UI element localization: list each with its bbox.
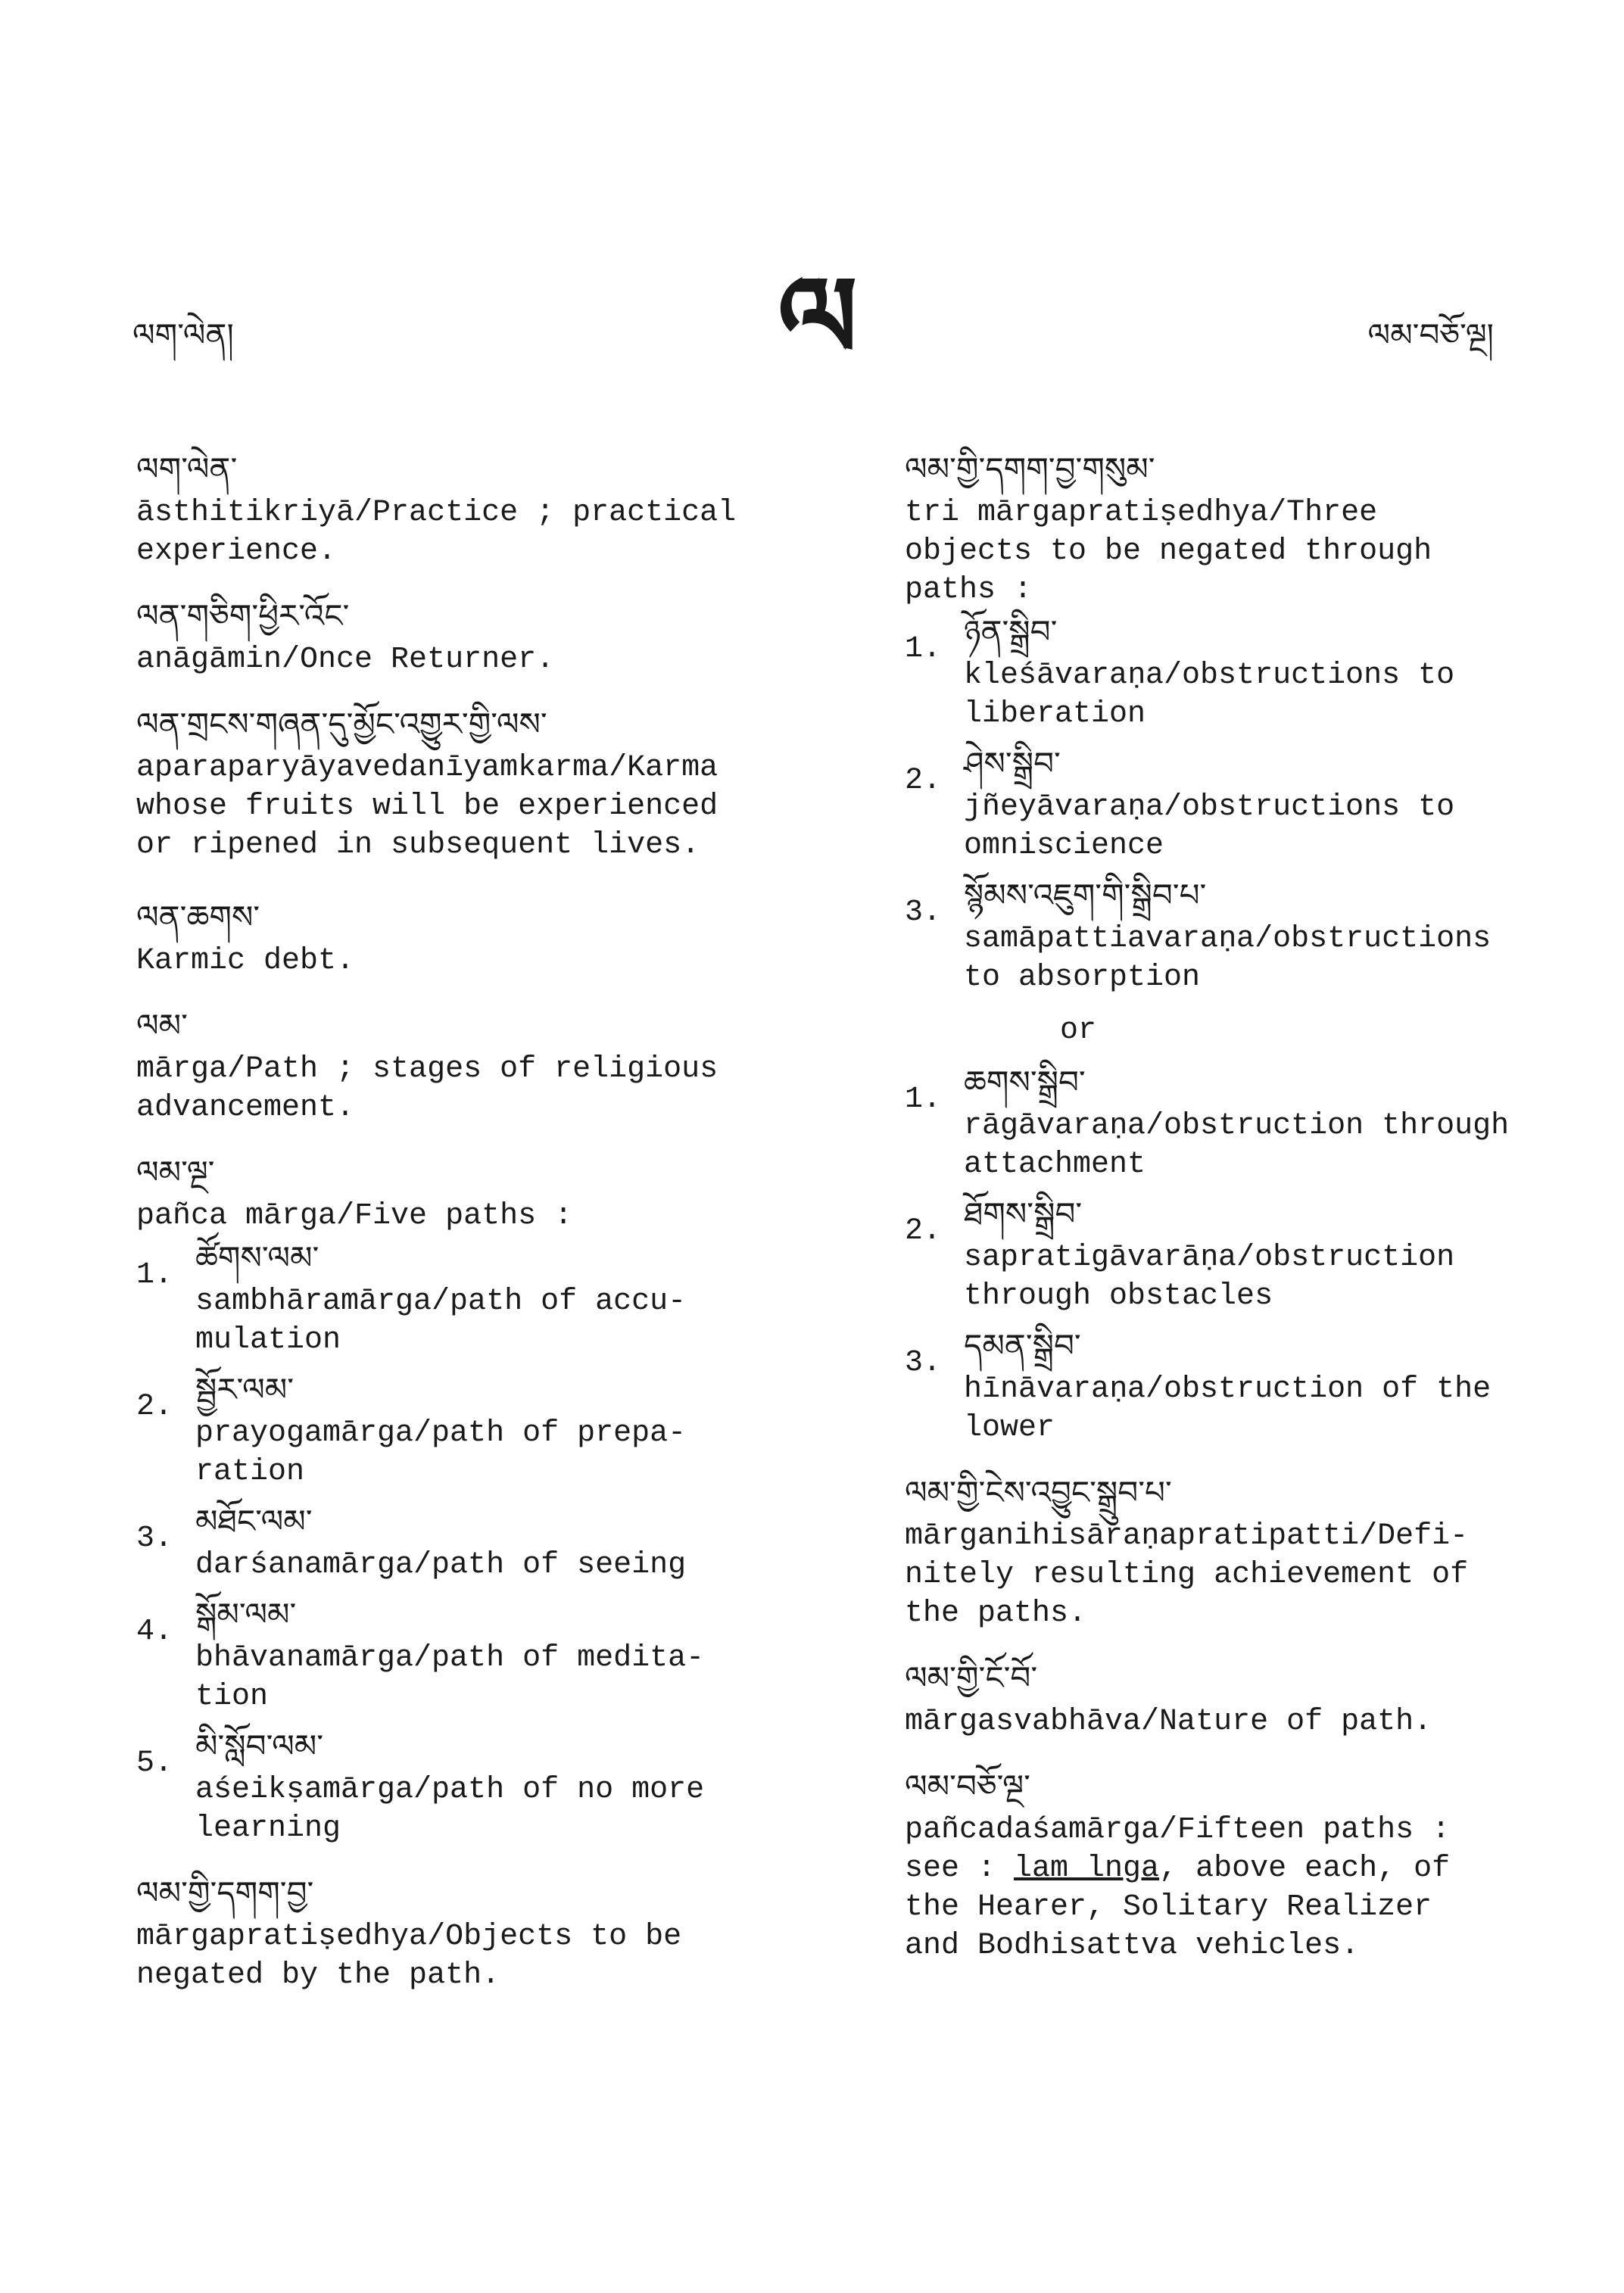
item-headword: ཤེས་སྒྲིབ་ (964, 745, 1061, 782)
list-item (136, 1724, 818, 1848)
item-definition: samāpattiavaraṇa/obstructions to absorption (964, 922, 1492, 995)
list-number: 3. (905, 1346, 942, 1380)
entry (136, 1871, 818, 1995)
list-item (905, 1060, 1571, 1184)
running-head-left: ལག་ལེན། (132, 316, 234, 354)
list-number: 1. (905, 1083, 942, 1117)
entry-headword: ལམ་ལྔ་ (136, 1154, 215, 1191)
list-item (136, 1499, 818, 1584)
list-item (905, 1323, 1571, 1447)
entry (136, 1150, 818, 1848)
entry-definition: mārga/Path ; stages of religious advancement. (136, 1052, 718, 1125)
list-number: 2. (905, 764, 942, 798)
item-headword: མི་སློབ་ལམ་ (195, 1728, 324, 1765)
entry-definition: mārganihisāraṇapratipatti/Defi- nitely resulting achievement of the paths. (905, 1519, 1469, 1631)
list-item (136, 1235, 818, 1360)
numbered-list (905, 609, 1571, 997)
entry-headword: ལམ་བཅོ་ལྔ་ (905, 1768, 1030, 1805)
entry (136, 895, 818, 980)
entry-definition: mārgapratiṣedhya/Objects to be negated by the path. (136, 1920, 682, 1992)
entry-definition: tri mārgapratiṣedhya/Three objects to be negated through paths : (905, 496, 1432, 607)
item-headword: དམན་སྒྲིབ་ (964, 1327, 1081, 1364)
entry (136, 447, 818, 571)
item-definition: kleśāvaraṇa/obstructions to liberation (964, 659, 1455, 731)
item-definition: rāgāvaraṇa/obstruction through attachment (964, 1109, 1510, 1182)
cross-reference-link: lam lnga (1014, 1852, 1160, 1886)
entry-definition: mārgasvabhāva/Nature of path. (905, 1705, 1432, 1739)
entry (905, 1764, 1571, 1965)
entry-headword: ལམ་ (136, 1007, 188, 1044)
item-definition: sambhāramārga/path of accu- mulation (195, 1285, 687, 1357)
entry-headword: ལམ་གྱི་ངོ་བོ་ (905, 1659, 1038, 1696)
item-definition: darśanamārga/path of seeing (195, 1548, 687, 1582)
item-headword: སྦྱོར་ལམ་ (195, 1371, 295, 1408)
entry-headword: ལམ་གྱི་དགག་བྱ་ (136, 1874, 314, 1911)
numbered-list (136, 1235, 818, 1848)
list-number: 5. (136, 1746, 173, 1781)
right-column (905, 447, 1571, 1988)
list-item (905, 1192, 1571, 1316)
entry (136, 1003, 818, 1127)
entry-definition: āsthitikriyā/Practice ; practical experience. (136, 496, 737, 569)
entry-headword: ལག་ལེན་ (136, 450, 238, 488)
numbered-list-alt (905, 1060, 1571, 1447)
list-number: 1. (136, 1258, 173, 1292)
entry-headword: ལམ་གྱི་ངེས་འབྱུང་སྒྲུབ་པ་ (905, 1474, 1172, 1511)
entry-definition: anāgāmin/Once Returner. (136, 643, 555, 677)
list-item (905, 609, 1571, 734)
item-definition: hīnāvaraṇa/obstruction of the lower (964, 1372, 1492, 1445)
entry (905, 447, 1571, 1447)
entry-headword: ལན་ཆགས་ (136, 899, 260, 936)
entry (905, 1656, 1571, 1741)
entry-headword: ལམ་གྱི་དགག་བྱ་གསུམ་ (905, 450, 1155, 488)
entry-headword: ལན་གྲངས་གཞན་དུ་མྱོང་འགྱུར་གྱི་ལས་ (136, 706, 547, 743)
item-definition: prayogamārga/path of prepa- ration (195, 1416, 687, 1489)
list-number: 1. (905, 632, 942, 666)
item-headword: ཚོགས་ལམ་ (195, 1239, 320, 1276)
running-head-right: ལམ་བཅོ་ལྔ། (1367, 316, 1494, 354)
item-headword: སྒོམ་ལམ་ (195, 1596, 297, 1633)
list-number: 4. (136, 1615, 173, 1649)
list-number: 3. (136, 1522, 173, 1556)
item-definition: bhāvanamārga/path of medita- tion (195, 1641, 705, 1714)
item-definition: sapratigāvarāṇa/obstruction through obstacles (964, 1241, 1455, 1313)
entry (136, 594, 818, 679)
list-item (136, 1592, 818, 1716)
or-separator: or (1060, 1014, 1097, 1048)
entry (136, 702, 818, 865)
entry-headword: ལན་གཅིག་ཕྱིར་འོང་ (136, 597, 350, 634)
list-item (905, 741, 1571, 865)
item-headword: སྙོམས་འཇུག་གི་སྒྲིབ་པ་ (964, 877, 1207, 914)
definition-text: , above each, of the Hearer, Solitary Realizer and Bodhisattva vehicles. (905, 1852, 1451, 1963)
item-headword: ཐོགས་སྒྲིབ་ (964, 1195, 1083, 1232)
item-headword: ཉོན་སྒྲིབ་ (964, 613, 1058, 650)
list-number: 3. (905, 896, 942, 930)
entry-definition (905, 1811, 1571, 1965)
list-item (136, 1367, 818, 1491)
entry-definition: Karmic debt. (136, 944, 355, 978)
section-letter: ལ (778, 251, 858, 385)
list-number: 2. (905, 1214, 942, 1248)
item-definition: jñeyāvaraṇa/obstructions to omniscience (964, 790, 1455, 863)
item-headword: ཆགས་སྒྲིབ་ (964, 1064, 1086, 1101)
left-column (136, 447, 818, 2017)
entry-definition: aparaparyāyavedanīyamkarma/Karma whose fruits will be experienced or ripened in subsequent lives. (136, 751, 718, 862)
entry-definition: pañca mārga/Five paths : (136, 1199, 573, 1233)
definition-text: pañcadaśamārga/Fifteen paths : see : (905, 1813, 1451, 1886)
list-number: 2. (136, 1390, 173, 1424)
item-headword: མཐོང་ལམ་ (195, 1503, 313, 1540)
list-item (905, 873, 1571, 997)
item-definition: aśeikṣamārga/path of no more learning (195, 1773, 705, 1846)
entry (905, 1470, 1571, 1633)
